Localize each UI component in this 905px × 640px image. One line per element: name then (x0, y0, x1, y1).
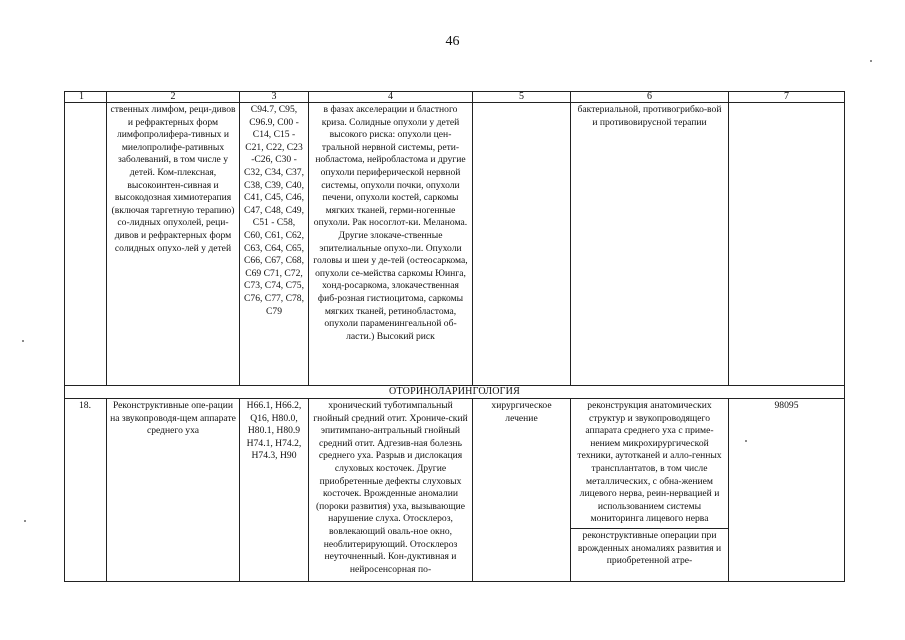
cell-procedure-name: Реконструктивные опе-рации на звукопроводя-щем аппарате среднего уха (107, 399, 240, 582)
scan-speck (22, 340, 24, 342)
header-col-2: 2 (107, 92, 240, 103)
cell-icd-codes: H66.1, H66.2, Q16, H80.0, H80.1, H80.9 H74.1, H74.2, H74.3, H90 (240, 399, 309, 582)
cell-method: бактериальной, противогрибко-вой и противовирусной терапии (571, 103, 729, 386)
scan-speck (24, 520, 26, 522)
section-title: ОТОРИНОЛАРИНГОЛОГИЯ (65, 386, 845, 399)
header-col-7: 7 (729, 92, 845, 103)
cell-procedure-name: ственных лимфом, реци-дивов и рефрактерных форм лимфопролифера-тивных и миелопролифе-ративных заболеваний, в том числе у детей. Ком-плексная, высокоинтен-сивная и высокодозная химиотерапия (включая таргетную терапию) со-лидных опухолей, реци-дивов и рефрактерных форм солидных опухо-лей у детей (107, 103, 240, 386)
method-reconstruction: реконструкция анатомических структур и звукопроводящего аппарата среднего уха с приме-нением микрохирургической техники, аутотканей и алло-генных трансплантатов, в том числе металлических, с обна-жением лицевого нерва, реин-нервацией и использованием системы мониторинга лицевого нерва (577, 400, 722, 525)
header-col-4: 4 (309, 92, 473, 103)
cell-cost (729, 103, 845, 386)
procedures-table (64, 91, 845, 582)
scan-speck (870, 60, 872, 62)
cell-cost: 98095 (729, 399, 845, 582)
cell-number: 18. (65, 399, 107, 582)
cell-number (65, 103, 107, 386)
method-congenital: реконструктивные операции при врожденных аномалиях развития и приобретенной атре- (571, 528, 728, 568)
header-col-1: 1 (65, 92, 107, 103)
cell-icd-codes: C94.7, C95, C96.9, C00 - C14, C15 - C21, C22, C23 -C26, C30 - C32, C34, C37, C38, C39, C40, C41, C45, C46, C47, C48, C49, C51 - C58, C60, C61, C62, C63, C64, C65, C66, C67, C68, C69 C71, C72, C73, C74, C75, C76, C77, C78, C79 (240, 103, 309, 386)
header-col-3: 3 (240, 92, 309, 103)
table-header-row (65, 92, 845, 103)
cell-diagnosis: хронический туботимпальный гнойный средний отит. Хрониче-ский эпитимпано-антральный гнойный средний отит. Адгезив-ная болезнь среднего уха. Разрыв и дислокация слуховых косточек. Другие приобретенные дефекты слуховых косточек. Врожденные аномалии (пороки развития) уха, вызывающие нарушение слуха. Отосклероз, вовлекающий оваль-ное окно, необлитерирующий. Отосклероз неуточненный. Кон-дуктивная и нейросенсорная по- (309, 399, 473, 582)
page-number: 46 (445, 34, 460, 49)
header-col-5: 5 (473, 92, 571, 103)
cell-treatment-type: хирургическое лечение (473, 399, 571, 582)
section-row (65, 386, 845, 399)
scan-speck (745, 440, 747, 442)
table-row-continued (65, 103, 845, 386)
table-row-18 (65, 399, 845, 582)
cell-treatment-type (473, 103, 571, 386)
cell-diagnosis: в фазах акселерации и бластного криза. Солидные опухоли у детей высокого риска: опухоли цен-тральной нервной системы, рети-нобластома, нейробластома и другие опухоли периферической нервной системы, опухоли почки, опухоли печени, опухоли костей, саркомы мягких тканей, герми-ногенные опухоли. Рак носоглот-ки. Меланома. Другие злокаче-ственные эпителиальные опухо-ли. Опухоли головы и шеи у де-тей (остеосаркома, опухоли се-мейства саркомы Юинга, хонд-росаркома, злокачественная фиб-розная гистиоцитома, саркомы мягких тканей, ретинобластома, опухоли параменингеальной об-ласти.) Высокий риск (309, 103, 473, 386)
header-col-6: 6 (571, 92, 729, 103)
cell-method (571, 399, 729, 582)
